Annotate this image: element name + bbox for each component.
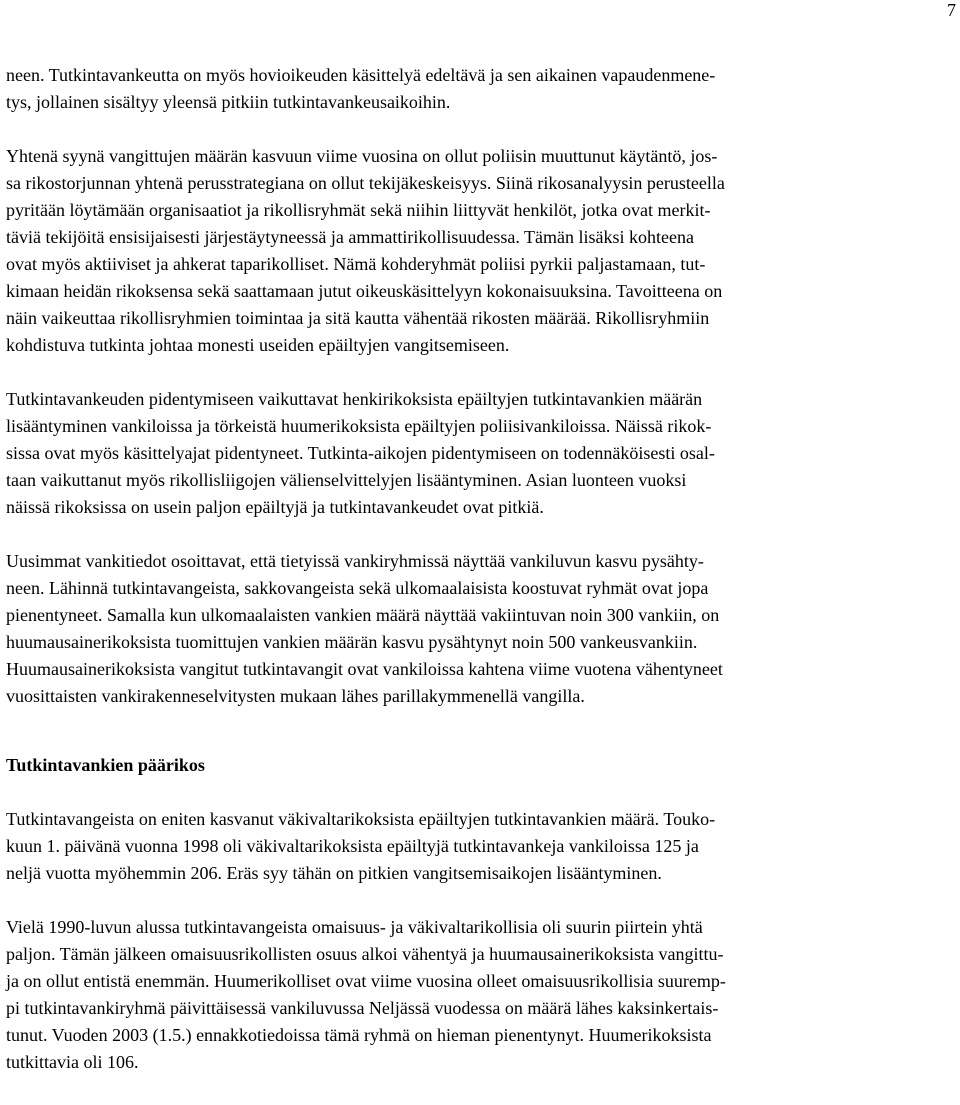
paragraph-spacer bbox=[6, 521, 954, 548]
paragraph-4: Uusimmat vankitiedot osoittavat, että tietyissä vankiryhmissä näyttää vankiluvun kasvu pysähty- neen. Lähinnä tutkintavangeista, sakkovangeista sekä ulkomaalaisista koostuvat ryhmät ovat jopa pienentyneet. Samalla kun ulkomaalaisten vankien määrä näyttää vakiintuvan noin 300 vankiin, on huumausainerikoksista tuomittujen vankien määrän kasvu pysähtynyt noin 500 vankeusvankiin. Huumausainerikoksista vangitut tutkintavangit ovat vankiloissa kahtena viime vuotena vähentyneet vuosittaisten vankirakenneselvitysten mukaan lähes parillakymmenellä vangilla. bbox=[6, 551, 723, 706]
section-spacer bbox=[6, 710, 954, 752]
document-body bbox=[6, 62, 954, 1076]
paragraph-2: Yhtenä syynä vangittujen määrän kasvuun viime vuosina on ollut poliisin muuttunut käytäntö, jos- sa rikostorjunnan yhtenä perusstrategiana on ollut tekijäkeskeisyys. Siinä rikosanalyysin perusteella pyritään löytämään organisaatiot ja rikollisryhmät sekä niihin liittyvät henkilöt, jotka ovat merkit- täviä tekijöitä ensisijaisesti järjestäytyneessä ja ammattirikollisuudessa. Tämän lisäksi kohteena ovat myös aktiiviset ja ahkerat taparikolliset. Nämä kohderyhmät poliisi pyrkii paljastamaan, tut- kimaan heidän rikoksensa sekä saattamaan jutut oikeuskäsittelyyn kokonaisuuksina. Tavoitteena on näin vaikeuttaa rikollisryhmien toimintaa ja sitä kautta vähentää rikosten määrää. Rikollisryhmiin kohdistuva tutkinta johtaa monesti useiden epäiltyjen vangitsemiseen. bbox=[6, 146, 725, 355]
paragraph-spacer bbox=[6, 359, 954, 386]
paragraph-spacer bbox=[6, 887, 954, 914]
page-number: 7 bbox=[947, 0, 956, 20]
paragraph-spacer bbox=[6, 779, 954, 806]
section-paragraph-1: Tutkintavangeista on eniten kasvanut väkivaltarikoksista epäiltyjen tutkintavankien määrä. Touko- kuun 1. päivänä vuonna 1998 oli väkivaltarikoksista epäiltyjä tutkintavankeja vankiloissa 125 ja neljä vuotta myöhemmin 206. Eräs syy tähän on pitkien vangitsemisaikojen lisääntyminen. bbox=[6, 809, 716, 883]
section-paragraph-2: Vielä 1990-luvun alussa tutkintavangeista omaisuus- ja väkivaltarikollisia oli suurin piirtein yhtä paljon. Tämän jälkeen omaisuusrikollisten osuus alkoi vähentyä ja huumausainerikoksista vangittu- ja on ollut entistä enemmän. Huumerikolliset ovat viime vuosina olleet omaisuusrikollisia suuremp- pi tutkintavankiryhmä päivittäisessä vankiluvussa Neljässä vuodessa on määrä lähes kaksinkertais- tunut. Vuoden 2003 (1.5.) ennakkotiedoissa tämä ryhmä on hieman pienentynyt. Huumerikoksista tutkittavia oli 106. bbox=[6, 917, 726, 1072]
paragraph-1: neen. Tutkintavankeutta on myös hovioikeuden käsittelyä edeltävä ja sen aikainen vapaudenmene- tys, jollainen sisältyy yleensä pitkiin tutkintavankeusaikoihin. bbox=[6, 65, 716, 112]
paragraph-3: Tutkintavankeuden pidentymiseen vaikuttavat henkirikoksista epäiltyjen tutkintavankien määrän lisääntyminen vankiloissa ja törkeistä huumerikoksista epäiltyjen poliisivankiloissa. Näissä rikok- sissa ovat myös käsittelyajat pidentyneet. Tutkinta-aikojen pidentymiseen on todennäköisesti osal- taan vaikuttanut myös rikollisliigojen välienselvittelyjen lisääntyminen. Asian luonteen vuoksi näissä rikoksissa on usein paljon epäiltyjä ja tutkintavankeudet ovat pitkiä. bbox=[6, 389, 715, 517]
section-heading: Tutkintavankien päärikos bbox=[6, 755, 205, 775]
paragraph-spacer bbox=[6, 116, 954, 143]
